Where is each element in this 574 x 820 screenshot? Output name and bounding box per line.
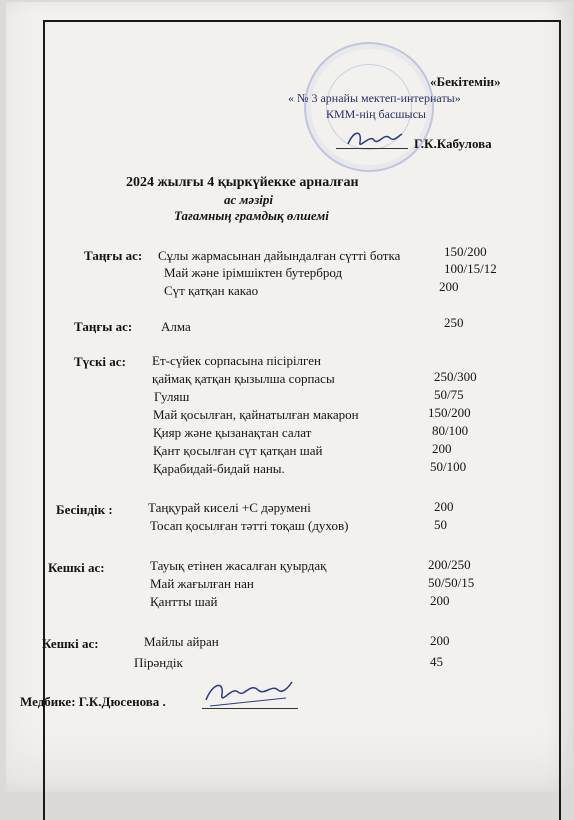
dish: қаймақ қатқан қызылша сорпасы [152,371,335,386]
portion: 80/100 [432,423,469,438]
portion: 100/15/12 [444,261,497,276]
dish: Май және ірімшіктен бутерброд [164,265,343,280]
portion: 200 [439,279,459,294]
dish: Қарабидай-бидай наны. [153,461,285,476]
meal-name-second-breakfast: Таңғы ас: [74,319,133,334]
portion: 50 [434,517,447,532]
meal-name-breakfast: Таңғы ас: [84,248,143,263]
dish: Сұлы жармасынан дайындалған сүтті ботка [158,248,401,263]
title-line-2: ас мәзірі [224,192,273,207]
title-line-1: 2024 жылғы 4 қыркүйекке арналған [126,175,359,190]
dish: Сүт қатқан какао [164,283,259,298]
director-signature [344,126,404,152]
portion: 150/200 [444,244,487,259]
portion: 45 [430,654,443,669]
dish: Қияр және қызанақтан салат [153,425,312,440]
dish: Пірәндік [134,655,183,670]
portion: 200/250 [428,557,471,572]
document-sheet [6,2,572,792]
dish: Таңқурай киселі +С дәрумені [148,500,311,515]
dish: Қантты шай [150,594,218,609]
meal-name-afternoon-snack: Бесіндік : [56,502,113,517]
dish: Майлы айран [144,634,219,649]
portion: 50/75 [434,387,464,402]
dish: Ет-сүйек сорпасына пісірілген [152,353,321,368]
director-name: Г.К.Кабулова [414,136,492,151]
meal-name-lunch: Түскі ас: [74,354,126,369]
portion: 200 [430,633,450,648]
portion: 250 [444,315,464,330]
portion: 150/200 [428,405,471,420]
meal-name-late-dinner: Кешкі ас: [42,636,99,651]
meal-name-dinner: Кешкі ас: [48,560,105,575]
portion: 200 [432,441,452,456]
dish: Тосап қосылған тәтті тоқаш (духов) [150,518,349,533]
approval-kmm-line: КММ-нің басшысы [326,107,426,121]
dish: Гуляш [154,389,190,404]
dish: Май жағылған нан [150,576,254,591]
dish: Қант қосылған сүт қатқан шай [153,443,323,458]
dish: Май қосылған, қайнатылған макарон [153,407,359,422]
title-line-3: Тағамның грамдық өлшемі [174,208,329,223]
portion: 50/100 [430,459,467,474]
portion: 200 [430,593,450,608]
nurse-label: Медбике: Г.К.Дюсенова . [20,694,166,709]
portion: 50/50/15 [428,575,475,590]
dish: Алма [161,319,191,334]
portion: 250/300 [434,369,477,384]
nurse-signature [202,676,296,710]
dish: Тауық етінен жасалған қуырдақ [150,558,327,573]
approval-org-line: « № 3 арнайы мектеп-интернаты» [288,91,461,105]
approval-heading: «Бекітемін» [430,74,501,89]
portion: 200 [434,499,454,514]
